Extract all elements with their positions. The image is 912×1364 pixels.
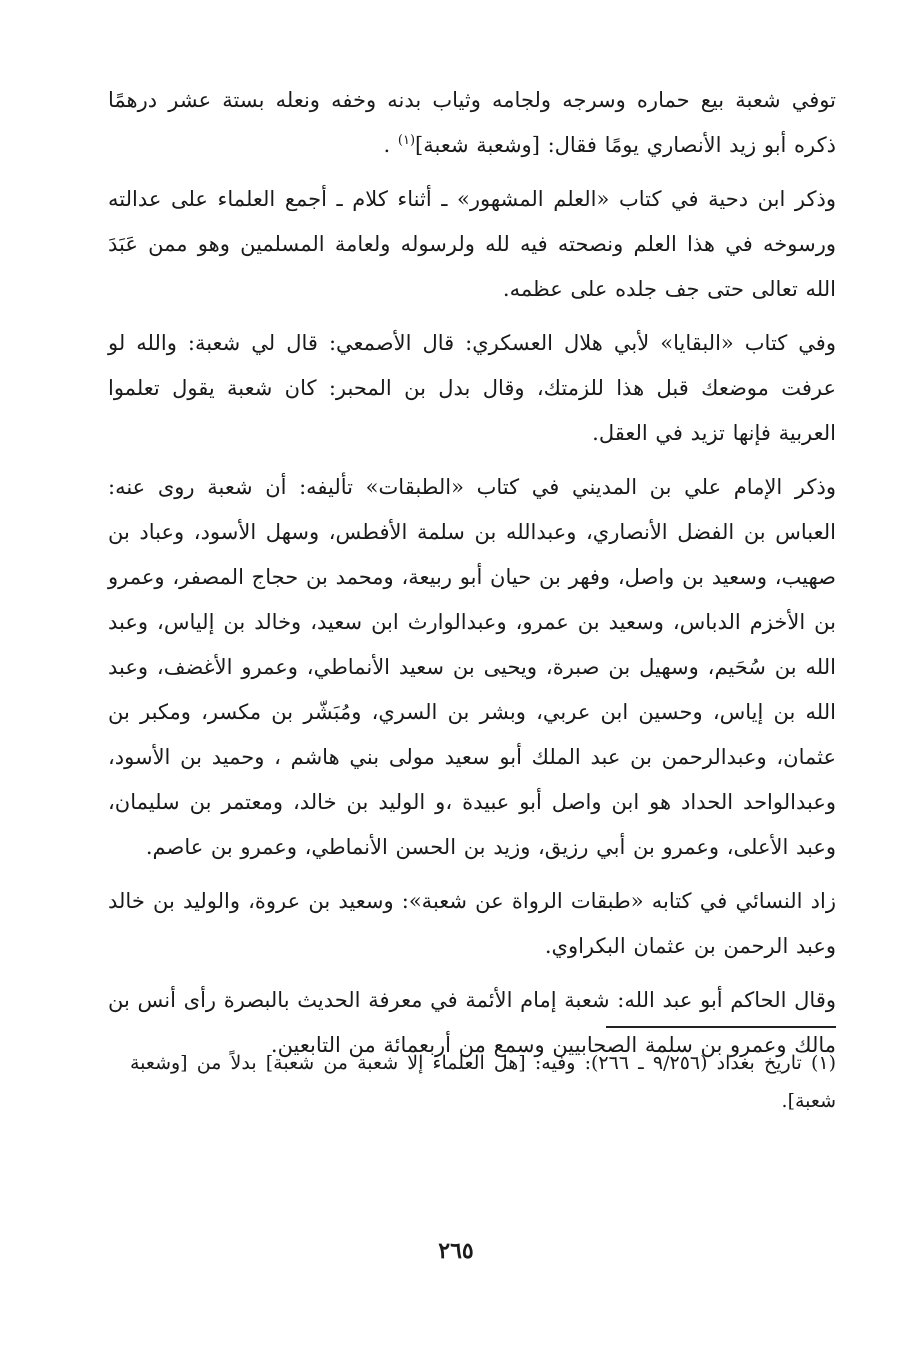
footnote-separator [606, 1026, 836, 1028]
paragraph-6: وقال الحاكم أبو عبد الله: شعبة إمام الأئمة في معرفة الحديث بالبصرة رأى أنس بن مالك وعمرو بن سلمة الصحابيين وسمع من أربعمائة من التابعين. [108, 988, 836, 1057]
paragraph-1-end: . [383, 133, 398, 157]
page-body [108, 78, 836, 1077]
paragraph-4: وذكر الإمام علي بن المديني في كتاب «الطبقات» تأليفه: أن شعبة روى عنه: العباس بن الفضل الأنصاري، وعبدالله بن سلمة الأفطس، وسهل الأسود، وعباد بن صهيب، وسعيد بن واصل، وفهر بن حيان أبو ربيعة، ومحمد بن حجاج المصفر، وعمرو بن الأخزم الدباس، وسعيد بن عمرو، وعبدالوارث ابن سعيد، وخالد بن إلياس، وعبد الله بن سُحَيم، وسهيل بن صبرة، ويحيى بن سعيد الأنماطي، وعمرو الأغضف، وعبد الله بن إياس، وحسين ابن عربي، وبشر بن السري، ومُبَشّر بن مكسر، ومكبر بن عثمان، وعبدالرحمن بن عبد الملك أبو سعيد مولى بني هاشم ، وحميد بن الأسود، وعبدالواحد الحداد هو ابن واصل أبو عبيدة ،و الوليد بن خالد، ومعتمر بن سليمان، وعبد الأعلى، وعمرو بن أبي رزيق، وزيد بن الحسن الأنماطي، وعمرو بن عاصم. [108, 475, 836, 859]
paragraph-2: وذكر ابن دحية في كتاب «العلم المشهور» ـ أثناء كلام ـ أجمع العلماء على عدالته ورسوخه في هذا العلم ونصحته فيه لله ولرسوله ولعامة المسلمين وهو ممن عَبَدَ الله تعالى حتى جف جلده على عظمه. [108, 187, 836, 301]
paragraph-5: زاد النسائي في كتابه «طبقات الرواة عن شعبة»: وسعيد بن عروة، والوليد بن خالد وعبد الرحمن بن عثمان البكراوي. [108, 889, 836, 958]
footnote-reference: (١) [397, 133, 416, 148]
page-number: ٢٦٥ [438, 1238, 474, 1264]
paragraph-3: وفي كتاب «البقايا» لأبي هلال العسكري: قال الأصمعي: قال لي شعبة: والله لو عرفت موضعك قبل هذا للزمتك، وقال بدل بن المحبر: كان شعبة يقول تعلموا العربية فإنها تزيد في العقل. [108, 331, 836, 445]
footnote: (١) تاريخ بغداد (٩/٢٥٦ ـ ٢٦٦): وفيه: [هل العلماء إلا شعبة من شعبة] بدلاً من [وشعبة شعبة]. [130, 1052, 836, 1112]
paragraph-1-text: توفي شعبة بيع حماره وسرجه ولجامه وثياب بدنه وخفه ونعله بستة عشر درهمًا ذكره أبو زيد الأنصاري يومًا فقال: [وشعبة شعبة] [108, 88, 836, 157]
paragraph-1 [108, 78, 836, 168]
